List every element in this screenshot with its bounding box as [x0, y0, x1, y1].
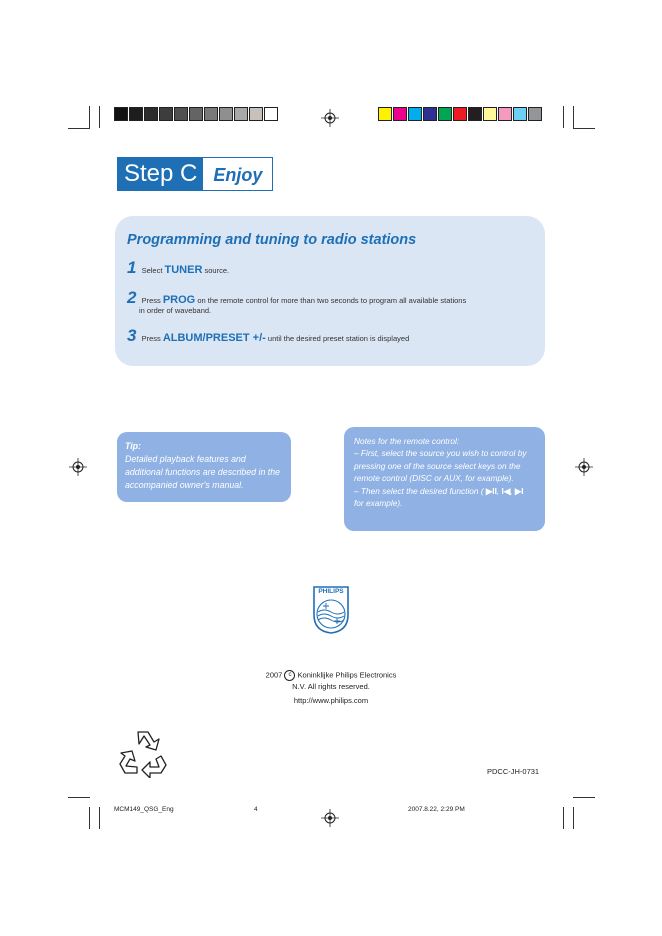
crop-mark [573, 106, 574, 128]
color-swatch [438, 107, 452, 121]
step-keyword: ALBUM/PRESET +/- [162, 332, 266, 344]
step-number: 3 [127, 326, 137, 345]
crop-mark [89, 807, 90, 829]
color-swatch [453, 107, 467, 121]
crop-mark [68, 128, 90, 129]
step-number: 1 [127, 258, 137, 277]
registration-mark-icon [69, 458, 87, 476]
color-swatch [114, 107, 128, 121]
tip-label: Tip: [125, 441, 141, 451]
color-swatch [393, 107, 407, 121]
step-text: in order of waveband. [139, 306, 212, 315]
color-swatch [129, 107, 143, 121]
tip-box [117, 432, 291, 502]
notes-text: , [510, 485, 513, 496]
crop-mark [563, 807, 564, 829]
step-text: on the remote control for more than two seconds to program all available stations [197, 296, 467, 305]
philips-logo-text: PHILIPS [318, 588, 344, 595]
step-title: Enjoy [203, 158, 272, 190]
step-keyword: TUNER [164, 264, 203, 276]
crop-mark [573, 128, 595, 129]
color-swatch [513, 107, 527, 121]
color-swatch [498, 107, 512, 121]
color-swatch [468, 107, 482, 121]
crop-mark [99, 106, 100, 128]
crop-mark [563, 106, 564, 128]
color-swatch [189, 107, 203, 121]
crop-mark [573, 797, 595, 798]
footer-page-number: 4 [254, 806, 258, 813]
step-text: source. [204, 266, 230, 275]
registration-mark-icon [321, 109, 339, 127]
document-code: PDCC-JH-0731 [487, 767, 540, 776]
step-text: Press [141, 334, 161, 343]
notes-text: – Then select the desired function ( [354, 485, 484, 496]
color-swatch [204, 107, 218, 121]
color-swatch [483, 107, 497, 121]
play-pause-icon: ▶II [485, 485, 497, 496]
crop-mark [68, 797, 90, 798]
tip-text: Detailed playback features and additional functions are described in the accompanied owner's manual. [125, 454, 281, 490]
footer-filename: MCM149_QSG_Eng [114, 806, 174, 813]
step-keyword: PROG [162, 294, 196, 306]
step-item [127, 326, 409, 346]
step-label: Step C [118, 158, 203, 190]
color-swatch [528, 107, 542, 121]
step-text: Press [141, 296, 161, 305]
step-text: Select [141, 266, 163, 275]
registration-mark-icon [321, 809, 339, 827]
color-swatch [174, 107, 188, 121]
next-icon: ▶I [514, 485, 524, 496]
notes-text: , [496, 485, 500, 496]
website-url: http://www.philips.com [293, 696, 369, 705]
copyright-year: 2007 [265, 670, 283, 680]
panel-title: Programming and tuning to radio stations [127, 232, 417, 248]
notes-box [344, 427, 545, 531]
crop-mark [89, 106, 90, 128]
notes-line: – First, select the source you wish to control by pressing one of the source select keys on the remote control (DISC or AUX, for example). [354, 448, 527, 484]
step-heading [117, 157, 273, 191]
color-swatch [219, 107, 233, 121]
copyright-line [0, 670, 662, 681]
copyright-line: N.V. All rights reserved. [292, 682, 370, 691]
programming-panel [115, 216, 545, 366]
color-swatch [249, 107, 263, 121]
color-swatch [159, 107, 173, 121]
color-swatch [378, 107, 392, 121]
color-swatch [144, 107, 158, 121]
color-swatch [423, 107, 437, 121]
color-swatch [408, 107, 422, 121]
step-item [127, 258, 229, 278]
color-swatch [264, 107, 278, 121]
copyright-symbol: c [284, 670, 295, 681]
crop-mark [573, 807, 574, 829]
step-number: 2 [127, 288, 137, 307]
recycle-icon [117, 726, 169, 778]
notes-line [354, 485, 535, 510]
step-item [127, 288, 466, 315]
notes-text: for example). [354, 498, 403, 509]
color-swatch [234, 107, 248, 121]
copyright-text: Koninklijke Philips Electronics [297, 670, 397, 680]
previous-icon: I◀ [501, 485, 511, 496]
crop-mark [99, 807, 100, 829]
footer-date: 2007.8.22, 2:29 PM [408, 806, 465, 813]
registration-mark-icon [575, 458, 593, 476]
step-text: until the desired preset station is displayed [267, 334, 410, 343]
notes-heading: Notes for the remote control: [354, 436, 460, 446]
